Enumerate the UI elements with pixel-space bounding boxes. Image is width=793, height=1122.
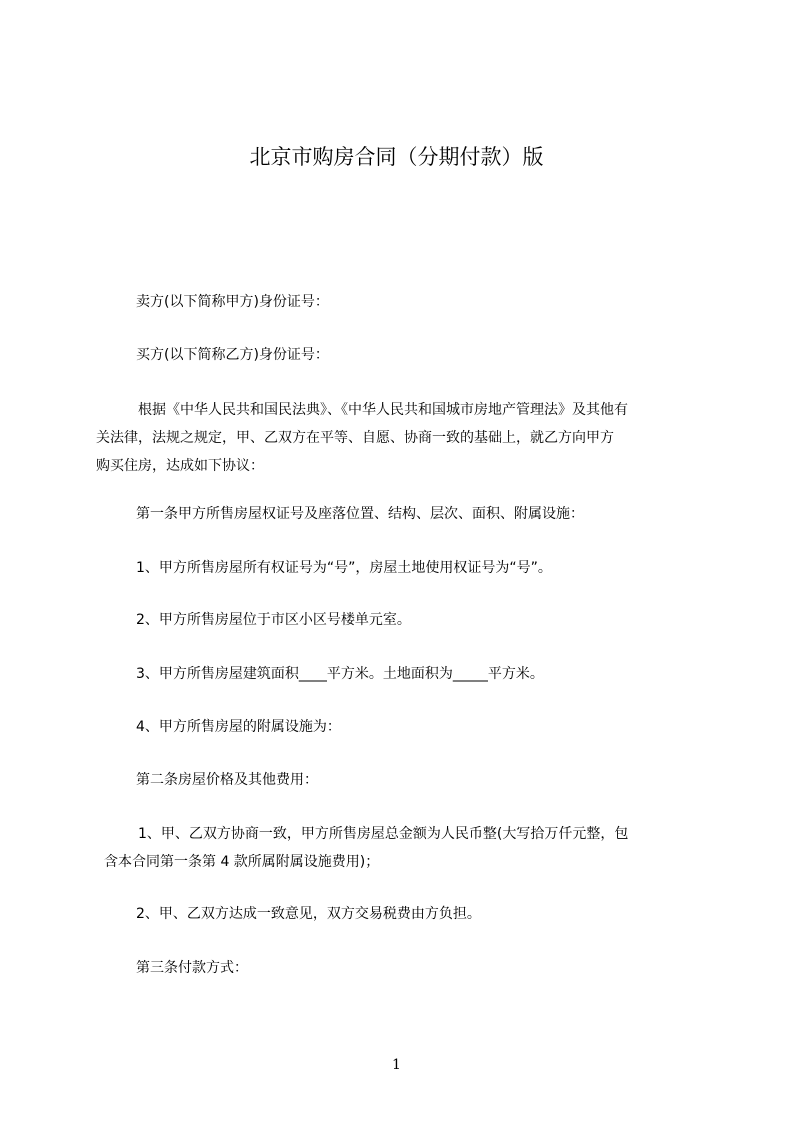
article-2-item-1-line-2: 含本合同第一条第 4 款所属附属设施费用)； xyxy=(104,854,380,870)
article-3-heading: 第三条付款方式： xyxy=(136,960,248,976)
document-title: 北京市购房合同（分期付款）版 xyxy=(249,145,544,169)
preamble-line-2: 关法律，法规之规定，甲、乙双方在平等、自愿、协商一致的基础上，就乙方向甲方 xyxy=(96,430,614,446)
article-2-item-1 xyxy=(104,820,704,876)
seller-line: 卖方(以下简称甲方)身份证号： xyxy=(136,294,329,310)
article-1-item-1: 1、甲方所售房屋所有权证号为“号”，房屋土地使用权证号为“号”。 xyxy=(136,560,552,576)
preamble-paragraph xyxy=(96,396,704,480)
article-2-item-2: 2、甲、乙双方达成一致意见，双方交易税费由方负担。 xyxy=(136,906,481,922)
article-1-item-2: 2、甲方所售房屋位于市区小区号楼单元室。 xyxy=(136,612,411,628)
page-number: 1 xyxy=(392,1057,401,1073)
article-2-heading: 第二条房屋价格及其他费用： xyxy=(136,772,318,788)
preamble-line-1: 根据《中华人民共和国民法典》、《中华人民共和国城市房地产管理法》及其他有 xyxy=(138,402,628,418)
article-1-item-3: 3、甲方所售房屋建筑面积____平方米。土地面积为_____平方米。 xyxy=(136,666,544,682)
preamble-line-3: 购买住房，达成如下协议： xyxy=(96,458,264,474)
article-1-heading: 第一条甲方所售房屋权证号及座落位置、结构、层次、面积、附属设施： xyxy=(136,506,584,522)
article-2-item-1-line-1: 1、甲、乙双方协商一致，甲方所售房屋总金额为人民币整(大写拾万仟元整，包 xyxy=(138,826,629,842)
buyer-line: 买方(以下简称乙方)身份证号： xyxy=(136,347,329,363)
article-1-item-4: 4、甲方所售房屋的附属设施为： xyxy=(136,719,341,735)
